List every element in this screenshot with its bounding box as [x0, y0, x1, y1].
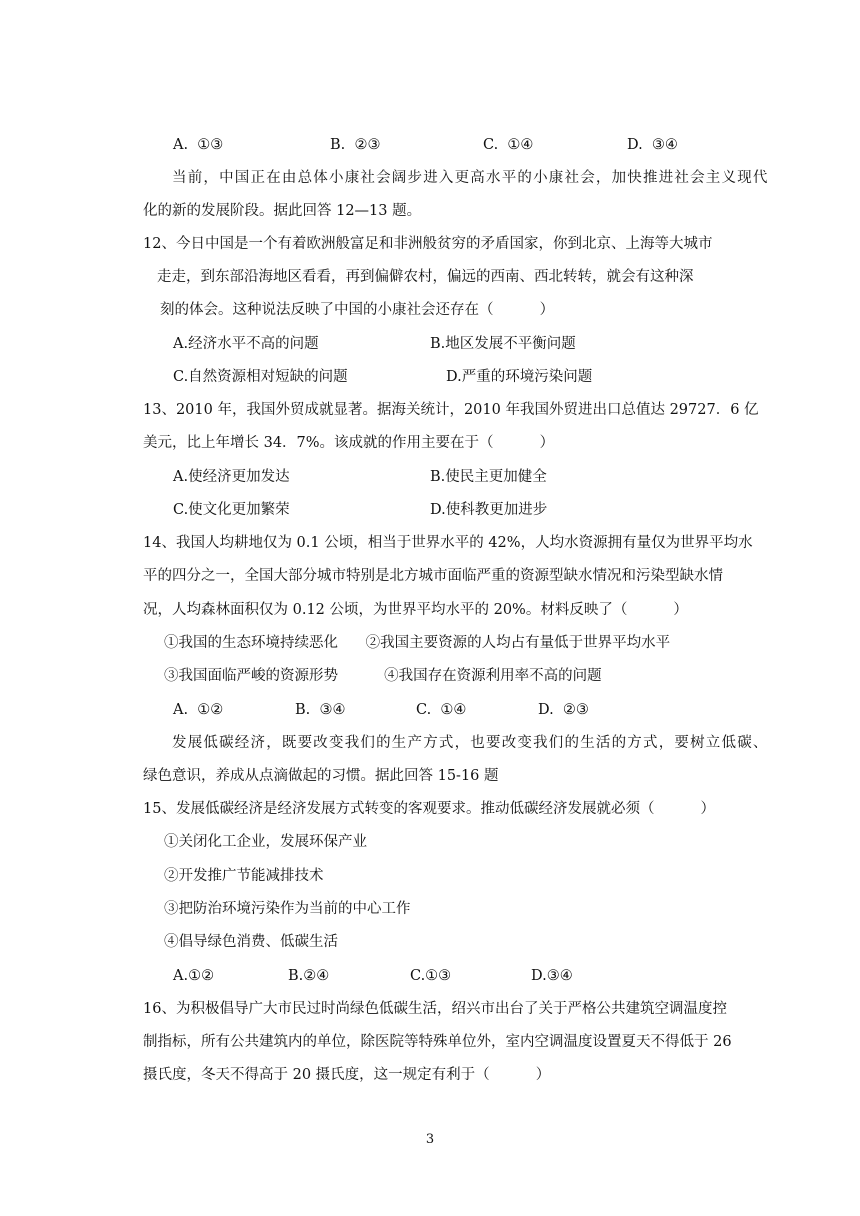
q15-option-c: C.①③ — [410, 968, 452, 984]
q11-option-a: A. ①③ — [173, 137, 224, 153]
page-number: 3 — [425, 1132, 435, 1147]
q13-option-c: C.使文化更加繁荣 — [173, 502, 290, 518]
q11-option-c: C. ①④ — [483, 137, 534, 153]
intro-12-13-line2: 化的新的发展阶段。据此回答 12—13 题。 — [143, 203, 422, 219]
q13-option-a: A.使经济更加发达 — [173, 469, 290, 485]
q13-stem-line2: 美元，比上年增长 34．7%。该成就的作用主要在于（ ） — [143, 435, 555, 451]
q13-stem-line1: 13、2010 年，我国外贸成就显著。据海关统计，2010 年我国外贸进出口总值达 29727．6 亿 — [143, 402, 759, 418]
q15-option-b: B.②④ — [288, 968, 330, 984]
q12-option-b: B.地区发展不平衡问题 — [430, 336, 576, 352]
q14-item-row2: ③我国面临严峻的资源形势 ④我国存在资源利用率不高的问题 — [164, 668, 602, 684]
q15-stem: 15、发展低碳经济是经济发展方式转变的客观要求。推动低碳经济发展就必须（ ） — [143, 801, 716, 817]
q13-option-b: B.使民主更加健全 — [430, 469, 547, 485]
q14-option-d: D. ②③ — [538, 702, 589, 718]
q12-stem-line3: 刻的体会。这种说法反映了中国的小康社会还存在（ ） — [160, 302, 555, 318]
q11-option-d: D. ③④ — [627, 137, 678, 153]
q15-item-3: ③把防治环境污染作为当前的中心工作 — [164, 901, 411, 917]
q16-stem-line2: 制指标，所有公共建筑内的单位，除医院等特殊单位外，室内空调温度设置夏天不得低于 26 — [143, 1034, 732, 1050]
q12-stem-line1: 12、今日中国是一个有着欧洲般富足和非洲般贫穷的矛盾国家，你到北京、上海等大城市 — [143, 236, 713, 252]
q14-stem-line1: 14、我国人均耕地仅为 0.1 公顷，相当于世界水平的 42%，人均水资源拥有量仅为世界平均水 — [143, 535, 753, 551]
q12-option-a: A.经济水平不高的问题 — [173, 336, 319, 352]
intro-15-16-line2: 绿色意识，养成从点滴做起的习惯。据此回答 15-16 题 — [143, 768, 499, 784]
q12-stem-line2: 走走，到东部沿海地区看看，再到偏僻农村，偏远的西南、西北转转，就会有这种深 — [157, 269, 694, 285]
q13-option-d: D.使科教更加进步 — [430, 502, 548, 518]
q12-option-c: C.自然资源相对短缺的问题 — [173, 369, 348, 385]
q16-stem-line3: 摄氏度，冬天不得高于 20 摄氏度，这一规定有利于（ ） — [143, 1067, 551, 1083]
q15-item-2: ②开发推广节能减排技术 — [164, 868, 324, 884]
q14-option-c: C. ①④ — [416, 702, 467, 718]
q12-option-d: D.严重的环境污染问题 — [446, 369, 593, 385]
q15-item-4: ④倡导绿色消费、低碳生活 — [164, 934, 338, 950]
q15-option-d: D.③④ — [531, 968, 573, 984]
q15-item-1: ①关闭化工企业，发展环保产业 — [164, 834, 367, 850]
q14-option-b: B. ③④ — [295, 702, 346, 718]
q14-item-row1: ①我国的生态环境持续恶化 ②我国主要资源的人均占有量低于世界平均水平 — [164, 635, 671, 651]
intro-15-16-line1: 发展低碳经济，既要改变我们的生产方式，也要改变我们的生活的方式，要树立低碳、 — [172, 735, 769, 751]
q11-option-b: B. ②③ — [330, 137, 381, 153]
q14-option-a: A. ①② — [173, 702, 224, 718]
intro-12-13-line1: 当前，中国正在由总体小康社会阔步进入更高水平的小康社会，加快推进社会主义现代 — [172, 170, 769, 186]
q16-stem-line1: 16、为积极倡导广大市民过时尚绿色低碳生活，绍兴市出台了关于严格公共建筑空调温度控 — [143, 1001, 727, 1017]
q14-stem-line3: 况，人均森林面积仅为 0.12 公顷，为世界平均水平的 20%。材料反映了（ ） — [143, 602, 688, 618]
q15-option-a: A.①② — [173, 968, 215, 984]
q14-stem-line2: 平的四分之一，全国大部分城市特别是北方城市面临严重的资源型缺水情况和污染型缺水情 — [143, 568, 723, 584]
